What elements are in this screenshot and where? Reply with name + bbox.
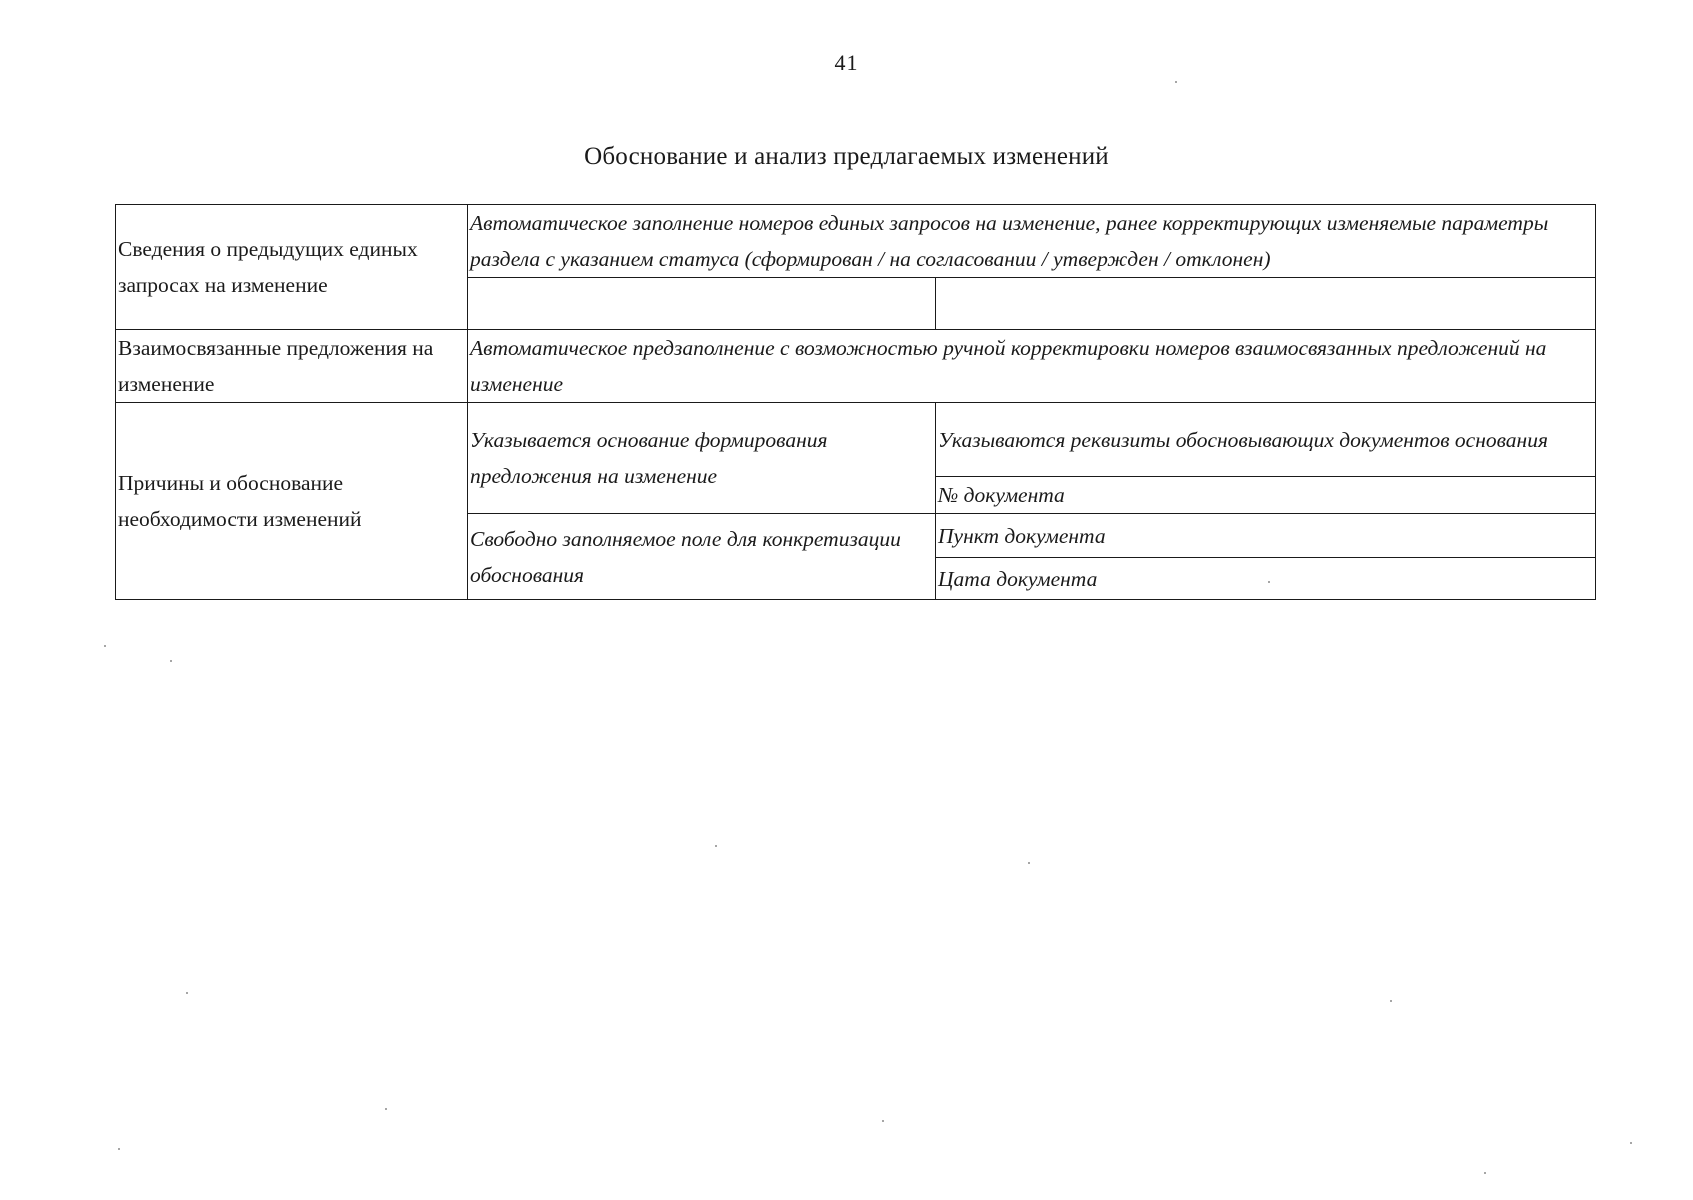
scan-speck <box>715 845 717 847</box>
scan-speck <box>1028 862 1030 864</box>
linked-proposals-value: Автоматическое предзаполнение с возможностью ручной корректировки номеров взаимосвязанных предложений на изменение <box>468 330 1596 403</box>
table-row <box>116 330 1596 403</box>
scan-speck <box>1484 1172 1486 1174</box>
scan-speck <box>1630 1142 1632 1144</box>
scan-speck <box>1175 81 1177 83</box>
page-title: Обоснование и анализ предлагаемых изменений <box>584 143 1109 170</box>
document-date-field[interactable]: Цата документа <box>936 558 1596 600</box>
scan-speck <box>882 1120 884 1122</box>
reasons-document-details: Указываются реквизиты обосновывающих документов основания <box>936 403 1596 477</box>
scan-speck <box>385 1108 387 1110</box>
scan-speck <box>1390 1000 1392 1002</box>
table-row <box>116 205 1596 278</box>
prev-requests-label: Сведения о предыдущих единых запросах на изменение <box>116 205 468 330</box>
prev-requests-empty-cell-right[interactable] <box>936 278 1596 330</box>
document-point-field[interactable]: Пункт документа <box>936 514 1596 558</box>
linked-proposals-label: Взаимосвязанные предложения на изменение <box>116 330 468 403</box>
prev-requests-auto-fill: Автоматическое заполнение номеров единых запросов на изменение, ранее корректирующих изменяемые параметры раздела с указанием статуса (сформирован / на согласовании / утвержден / отклонен) <box>468 205 1596 278</box>
scan-speck <box>104 645 106 647</box>
scan-speck <box>1268 581 1270 583</box>
scan-speck <box>186 992 188 994</box>
scan-speck <box>170 660 172 662</box>
reasons-basis: Указывается основание формирования предложения на изменение <box>468 403 936 514</box>
table-row <box>116 403 1596 477</box>
document-number-field[interactable]: № документа <box>936 477 1596 514</box>
prev-requests-empty-cell-left[interactable] <box>468 278 936 330</box>
reasons-label: Причины и обоснование необходимости изменений <box>116 403 468 600</box>
change-analysis-table <box>115 204 1596 600</box>
scan-speck <box>118 1148 120 1150</box>
page-number: 41 <box>834 50 859 75</box>
reasons-free-field[interactable]: Свободно заполняемое поле для конкретизации обоснования <box>468 514 936 600</box>
